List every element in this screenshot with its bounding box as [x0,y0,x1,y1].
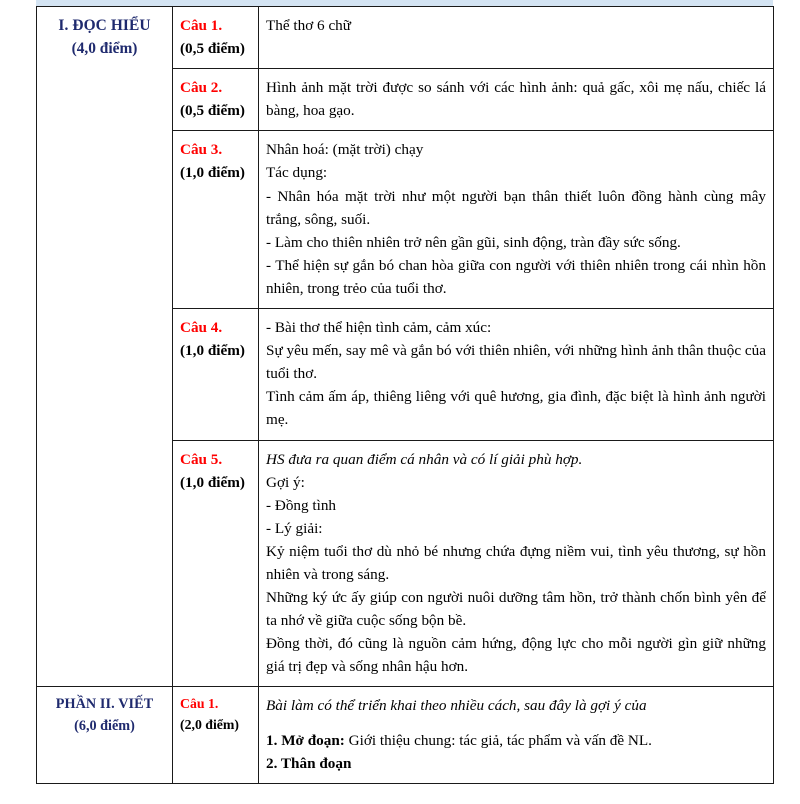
answer-line: - Lý giải: [266,519,323,537]
table-row [37,7,774,69]
answer-line: - Thể hiện sự gắn bó chan hòa giữa con người với thiên nhiên trong cái nhìn hồn nhiên, trong trẻo của tuổi thơ. [266,256,766,297]
section-title: I. ĐỌC HIỂU [58,17,151,34]
question-label: Câu 4. [180,319,223,337]
answer-line: Những ký ức ấy giúp con người nuôi dưỡng tâm hồn, trở thành chốn bình yên để ta nhớ về giữa cuộc sống bộn bề. [266,589,766,630]
answer-line: Bài làm có thể triển khai theo nhiều cách, sau đây là gợi ý của [266,697,647,715]
answer-line: Nhân hoá: (mặt trời) chạy [266,141,424,159]
answer-line: Tác dụng: [266,164,328,182]
answer-line: - Làm cho thiên nhiên trở nên gần gũi, sinh động, tràn đầy sức sống. [266,233,681,251]
section-points: (4,0 điểm) [71,40,138,58]
section-title: PHẦN II. VIẾT [55,696,154,713]
answer-line: Gợi ý: [266,473,305,491]
answer-line: Hình ảnh mặt trời được so sánh với các hình ảnh: quả gấc, xôi mẹ nấu, chiếc lá bàng, hoa gạo. [266,79,766,120]
question-cell [173,687,259,783]
question-label: Câu 5. [180,450,223,468]
answer-content-cell [259,309,774,440]
answer-content-cell [259,440,774,687]
answer-content-cell [259,69,774,131]
question-points: (1,0 điểm) [180,342,245,360]
spacer [266,718,766,729]
section-points: (6,0 điểm) [74,718,135,735]
answer-line: Tình cảm ấm áp, thiêng liêng với quê hương, gia đình, đặc biệt là hình ảnh người mẹ. [266,388,766,429]
answer-key-table [36,6,774,784]
question-points: (0,5 điểm) [180,40,245,58]
question-cell [173,309,259,440]
question-label: Câu 1. [180,696,219,712]
answer-line: - Đồng tình [266,496,337,514]
question-points: (1,0 điểm) [180,473,245,491]
table-row [37,687,774,783]
answer-content-cell [259,687,774,783]
answer-line-text: Giới thiệu chung: tác giả, tác phẩm và vấn đề NL. [344,731,652,749]
answer-content-cell [259,131,774,309]
question-label: Câu 2. [180,79,223,97]
answer-line [266,729,766,752]
answer-line: - Nhân hóa mặt trời như một người bạn thân thiết luôn đồng hành cùng mây trắng, sông, suối. [266,187,766,228]
answer-line: 2. Thân đoạn [266,754,352,772]
answer-content-cell [259,7,774,69]
question-points: (0,5 điểm) [180,102,245,120]
question-points: (1,0 điểm) [180,164,245,182]
question-cell [173,69,259,131]
question-label: Câu 3. [180,141,223,159]
answer-line: Sự yêu mến, say mê và gắn bó với thiên nhiên, với những hình ảnh thân thuộc của tuổi thơ. [266,342,766,383]
answer-line-bold-prefix: 1. Mở đoạn: [266,731,345,749]
question-points: (2,0 điểm) [180,717,240,733]
answer-line: Thể thơ 6 chữ [266,17,352,34]
question-cell [173,131,259,309]
answer-line: - Bài thơ thể hiện tình cảm, cảm xúc: [266,319,492,337]
section-cell [37,687,173,783]
answer-line: HS đưa ra quan điểm cá nhân và có lí giải phù hợp. [266,450,583,468]
question-cell [173,7,259,69]
answer-line: Kỷ niệm tuổi thơ dù nhỏ bé nhưng chứa đựng niềm vui, tình yêu thương, sự hồn nhiên và trong sáng. [266,542,766,583]
question-cell [173,440,259,687]
section-cell [37,7,173,687]
question-label: Câu 1. [180,17,223,34]
answer-line: Đồng thời, đó cũng là nguồn cảm hứng, động lực cho mỗi người gìn giữ những giá trị đẹp và sống nhân hậu hơn. [266,635,766,676]
